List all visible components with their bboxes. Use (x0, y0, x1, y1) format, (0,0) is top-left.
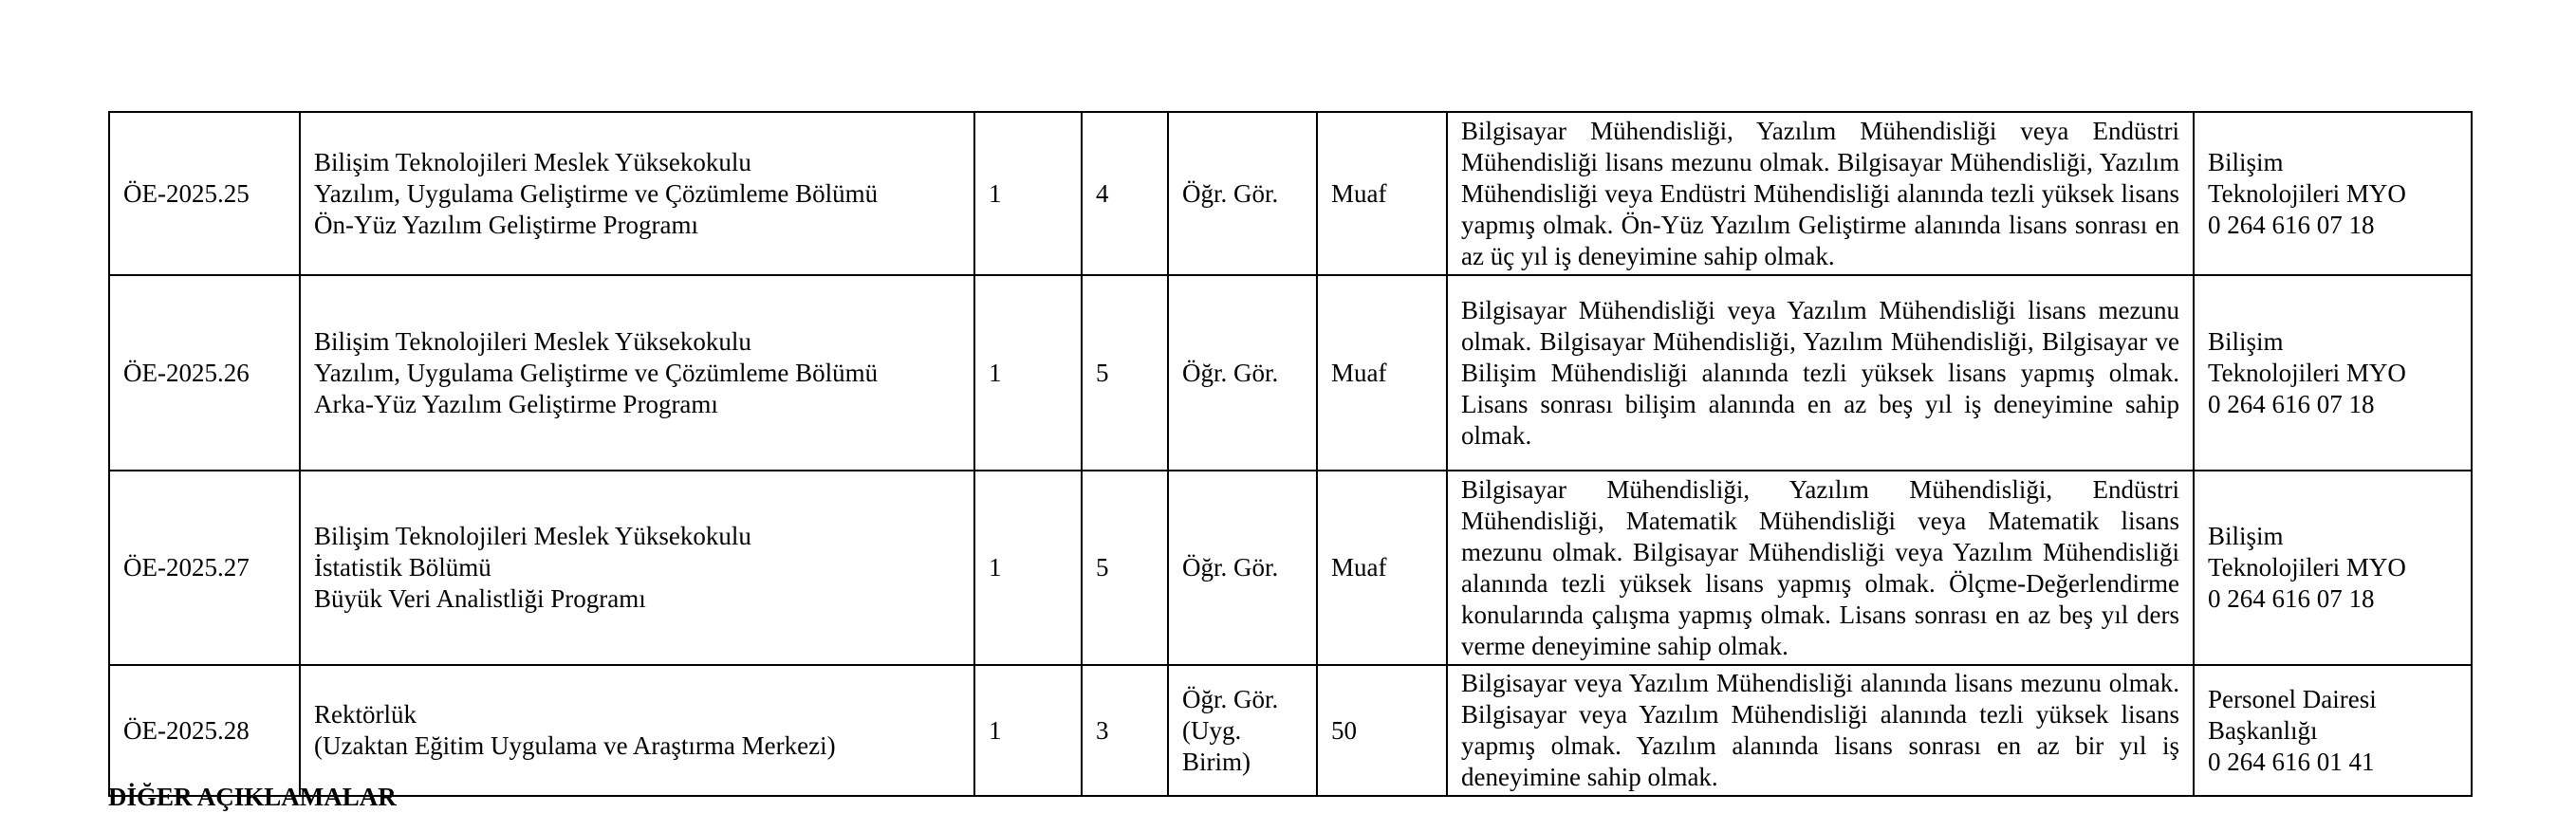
contact-line: Personel Dairesi (2208, 684, 2377, 713)
position-unit (300, 471, 974, 665)
title-line: Birim) (1182, 747, 1251, 776)
contact-line: Teknolojileri MYO (2208, 553, 2406, 582)
position-count: 1 (974, 112, 1082, 275)
contact-line: Bilişim (2208, 326, 2284, 356)
contact-line: Bilişim (2208, 147, 2284, 176)
position-unit (300, 665, 974, 796)
position-code: ÖE-2025.28 (109, 665, 300, 796)
position-requirements (1447, 275, 2194, 471)
position-requirements (1447, 665, 2194, 796)
position-title (1168, 665, 1317, 796)
contact-phone: 0 264 616 07 18 (2208, 210, 2375, 239)
unit-line: Yazılım, Uygulama Geliştirme ve Çözümleme Bölümü (314, 358, 879, 387)
position-contact (2194, 112, 2472, 275)
position-contact (2194, 471, 2472, 665)
contact-line: Bilişim (2208, 522, 2284, 550)
position-code: ÖE-2025.25 (109, 112, 300, 275)
title-line: (Uyg. (1182, 715, 1242, 745)
exam-requirement: Muaf (1317, 275, 1447, 471)
contact-line: Başkanlığı (2208, 715, 2318, 745)
contact-line: Teknolojileri MYO (2208, 358, 2406, 387)
position-grade: 3 (1082, 665, 1168, 796)
position-requirements (1447, 112, 2194, 275)
table-row (109, 112, 2472, 275)
table-row (109, 471, 2472, 665)
section-heading: DİĞER AÇIKLAMALAR (108, 783, 397, 811)
unit-line: İstatistik Bölümü (314, 553, 491, 582)
positions-table (108, 111, 2473, 797)
exam-requirement: 50 (1317, 665, 1447, 796)
unit-line: Arka-Yüz Yazılım Geliştirme Programı (314, 389, 718, 418)
position-code: ÖE-2025.26 (109, 275, 300, 471)
requirements-text: Bilgisayar Mühendisliği, Yazılım Mühendisliği veya Endüstri Mühendisliği lisans mezunu olmak. Bilgisayar Mühendisliği, Yazılım Mühendisliği veya Endüstri Mühendisliği alanında tezli yüksek lisans yapmış olmak. Ön-Yüz Yazılım Geliştirme alanında lisans sonrası en az üç yıl iş deneyimine sahip olmak. (1461, 116, 2179, 270)
unit-line: Yazılım, Uygulama Geliştirme ve Çözümleme Bölümü (314, 178, 879, 208)
position-contact (2194, 275, 2472, 471)
title-line: Öğr. Gör. (1182, 684, 1279, 713)
position-count: 1 (974, 275, 1082, 471)
position-unit (300, 275, 974, 471)
position-count: 1 (974, 665, 1082, 796)
contact-phone: 0 264 616 07 18 (2208, 584, 2375, 613)
contact-line: Teknolojileri MYO (2208, 178, 2406, 208)
exam-requirement: Muaf (1317, 471, 1447, 665)
position-grade: 5 (1082, 275, 1168, 471)
position-title: Öğr. Gör. (1168, 112, 1317, 275)
unit-line: Bilişim Teknolojileri Meslek Yüksekokulu (314, 326, 751, 356)
requirements-text: Bilgisayar Mühendisliği, Yazılım Mühendisliği, Endüstri Mühendisliği, Matematik Mühendisliği veya Matematik lisans mezunu olmak. Bilgisayar Mühendisliği veya Yazılım Mühendisliği alanında tezli yüksek lisans yapmış olmak. Ölçme-Değerlendirme konularında çalışma yapmış olmak. Lisans sonrası en az beş yıl ders verme deneyimine sahip olmak. (1461, 474, 2179, 660)
requirements-text: Bilgisayar veya Yazılım Mühendisliği alanında lisans mezunu olmak. Bilgisayar veya Yazılım Mühendisliği alanında tezli yüksek lisans yapmış olmak. Yazılım alanında lisans sonrası en az bir yıl iş deneyimine sahip olmak. (1461, 669, 2179, 791)
position-contact (2194, 665, 2472, 796)
unit-line: Ön-Yüz Yazılım Geliştirme Programı (314, 210, 698, 239)
unit-line: Rektörlük (314, 700, 417, 729)
requirements-text: Bilgisayar Mühendisliği veya Yazılım Mühendisliği lisans mezunu olmak. Bilgisayar Mühendisliği, Yazılım Mühendisliği, Bilgisayar ve Bilişim Mühendisliği alanında tezli yüksek lisans yapmış olmak. Lisans sonrası bilişim alanında en az beş yıl iş deneyimine sahip olmak. (1461, 295, 2179, 450)
unit-line: Büyük Veri Analistliği Programı (314, 584, 646, 613)
position-grade: 4 (1082, 112, 1168, 275)
contact-phone: 0 264 616 01 41 (2208, 747, 2375, 776)
position-grade: 5 (1082, 471, 1168, 665)
unit-line: Bilişim Teknolojileri Meslek Yüksekokulu (314, 147, 751, 176)
table-row (109, 275, 2472, 471)
unit-line: (Uzaktan Eğitim Uygulama ve Araştırma Merkezi) (314, 731, 836, 760)
position-code: ÖE-2025.27 (109, 471, 300, 665)
unit-line: Bilişim Teknolojileri Meslek Yüksekokulu (314, 522, 751, 550)
contact-phone: 0 264 616 07 18 (2208, 389, 2375, 418)
position-count: 1 (974, 471, 1082, 665)
table-row (109, 665, 2472, 796)
position-title: Öğr. Gör. (1168, 471, 1317, 665)
position-unit (300, 112, 974, 275)
position-requirements (1447, 471, 2194, 665)
position-title: Öğr. Gör. (1168, 275, 1317, 471)
exam-requirement: Muaf (1317, 112, 1447, 275)
